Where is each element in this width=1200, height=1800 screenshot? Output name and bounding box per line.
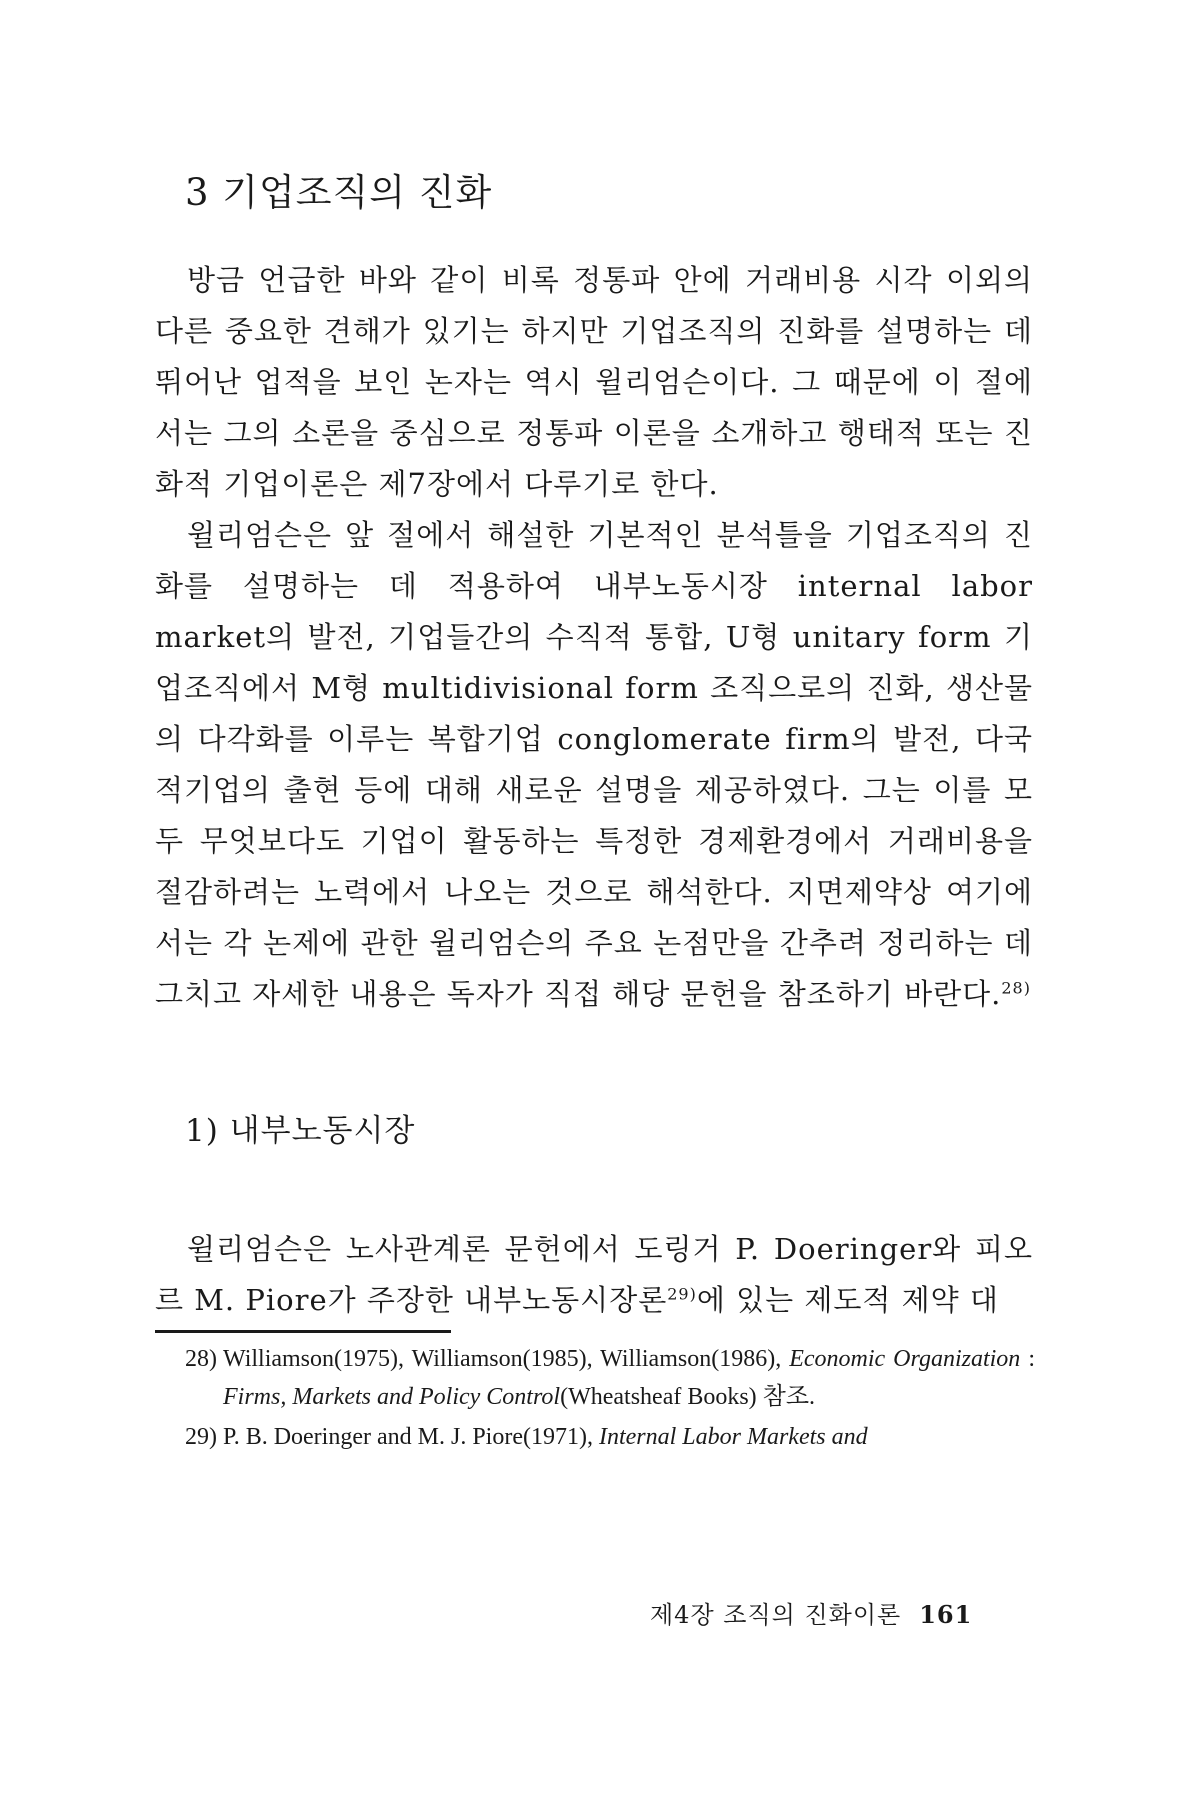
section-title: 3 기업조직의 진화: [185, 171, 493, 214]
footnote-text: :: [1020, 1346, 1035, 1372]
footnote-text: Williamson(1975), Williamson(1985), Williamson(1986),: [223, 1346, 790, 1372]
subsection-title: 1) 내부노동시장: [185, 1113, 416, 1149]
paragraph-text: 윌리엄슨은 앞 절에서 해설한 기본적인 분석틀을 기업조직의 진화를 설명하는 데 적용하여 내부노동시장 internal labor market의 발전, 기업들간의 수직적 통합, U형 unitary form 기업조직에서 M형 multidivisional form 조직으로의 진화, 생산물의 다각화를 이루는 복합기업 conglomerate firm의 발전, 다국적기업의 출현 등에 대해 새로운 설명을 제공하였다. 그는 이를 모두 무엇보다도 기업이 활동하는 특정한 경제환경에서 거래비용을 절감하려는 노력에서 나오는 것으로 해석한다. 지면제약상 여기에서는 각 논제에 관한 윌리엄슨의 주요 논점만을 간추려 정리하는 데 그치고 자세한 내용은 독자가 직접 해당 문헌을 참조하기 바란다.: [155, 518, 1033, 1011]
body-paragraph: [155, 1224, 1033, 1326]
body-paragraph: 방금 언급한 바와 같이 비록 정통파 안에 거래비용 시각 이외의 다른 중요한 견해가 있기는 하지만 기업조직의 진화를 설명하는 데 뛰어난 업적을 보인 논자는 역시 윌리엄슨이다. 그 때문에 이 절에서는 그의 소론을 중심으로 정통파 이론을 소개하고 행태적 또는 진화적 기업이론은 제7장에서 다루기로 한다.: [155, 263, 1033, 501]
paragraph-text: 윌리엄슨은 노사관계론 문헌에서 도링거 P. Doeringer와 피오르 M. Piore가 주장한 내부노동시장론: [155, 1232, 1033, 1317]
paragraph-text: 에 있는 제도적 제약 대: [696, 1283, 999, 1317]
footnote-reference: 28): [1001, 978, 1031, 998]
footnote-text: P. B. Doeringer and M. J. Piore(1971),: [223, 1424, 599, 1450]
page-footer: [650, 1595, 972, 1630]
page-number: 161: [919, 1600, 973, 1629]
footnote: [185, 1340, 1035, 1416]
footnote-book-subtitle: Firms, Markets and Policy Control: [223, 1384, 561, 1410]
footnote-number: 29): [185, 1424, 217, 1450]
footnote-book-title: Economic Organization: [789, 1346, 1021, 1372]
footnote-book-title: Internal Labor Markets and: [598, 1424, 868, 1450]
footnotes: [185, 1340, 1035, 1458]
footnote: [185, 1418, 1035, 1456]
footnote-number: 28): [185, 1346, 217, 1372]
footnote-reference: 29): [667, 1284, 697, 1304]
footnote-text: (Wheatsheaf Books) 참조.: [560, 1384, 816, 1410]
body-paragraph: [155, 510, 1033, 1020]
footnote-divider: [155, 1330, 451, 1333]
running-footer-chapter: 제4장 조직의 진화이론: [650, 1601, 902, 1629]
